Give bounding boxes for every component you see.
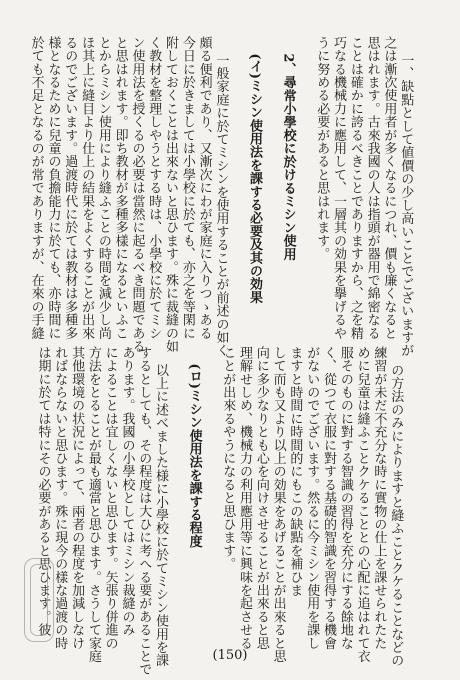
subheading-degree: (ロ)ミシン使用法を課する程度 [186, 363, 202, 548]
bottom-body-paragraph-2: 以上に述べました様に小學校に於てミシン使用を課 するとしても、その程度は大ひに考へる要があることで あります。我國の小學校としてはミシン裁縫のみ によることは宜しくないと思ひます。矢張り併進の 方法をとることが最も適當と思ひます。さうして家庭 其他環境の状況によって、兩者の程度を加減しなけ ればならないと思ひます。殊に現今の樣な過渡の時 は期に於ては特にその必要があると思ひます。彼 [35, 346, 169, 676]
subheading-necessity: (イ)ミシン使用法を課する必要及其の効果 [247, 53, 263, 304]
top-paragraph: 一、缺點として値價の少し高いことでございますが 之は漸次使用者が多くなるにつれ、價も廉くなると 思はれます。古來我國の人は指頭が器用で綿密なる ことは確かに誇るべきことでありますから、之を精 巧なる機械力に應用して、一層其の効果を擧げるや うに努める必要があると思はれます。 [314, 36, 414, 357]
section-heading: 2、尋常小學校に於けるミシン使用 [280, 53, 296, 261]
top-body-paragraph: 一般家庭に於てミシンを使用することが前述の如く 頗る便利であり、又漸次にわが家庭に入りつゝある 今日に於きましては小學校に於ても、亦之を等閑に 附しておくことは出來ないと思ひます。殊に裁縫の如 く教材を整理しやうとする時は、小學校に於てミシ ン使用法を授くるの必要は當然に起るべき問題である と思はれます。即ち教材が多種多樣になるといふこ とからミシン使用により縫ふことの時間を減少し尚 ほ其上に縫目より仕上の結果をよくすることが出來 るのでございます。過渡時代に於ては教材は多種多 様となるために兒童の負擔能力に於ても、亦時間に 於ても不足となるのが常でありますが、在來の手縫 [28, 36, 229, 357]
bottom-body-paragraph-1: の方法のみによりますと縫ふことクケることなどの 練習が未だ不充分な時に實物の仕上を課せられたた めに兒童は縫ふことクケることとの心配に追はれて衣 服そのものに對する智識の習得を充分にする餘地な く、從つて衣服に對する基礎的智識を習得する機會 がないのでございます。然るに今ミシン使用を課し ますと時間に時間的にもこの缺點を補ひま して而も又より以上の効果をあげることが出來ると思 向に多少なりとも心を向けさせることが出來ると思 理解せしめ、機械力の利用應用等に興味を起させる ことが出來るやうになると思ひます。 [220, 346, 404, 667]
page-number: (150) [212, 648, 248, 663]
stamp-inner-mark [30, 564, 48, 636]
top-text-block [28, 36, 430, 357]
